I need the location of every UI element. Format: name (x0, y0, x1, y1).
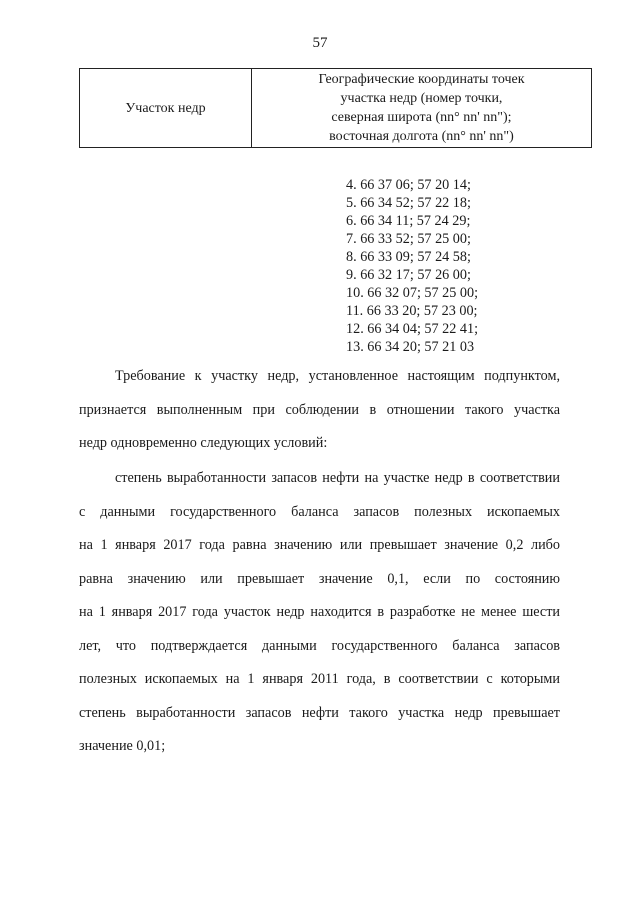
paragraph-requirement (79, 360, 560, 461)
header-line: северная широта (nn° nn' nn"); (331, 110, 512, 125)
coordinate-item: 9. 66 32 17; 57 26 00; (346, 267, 471, 283)
paragraph-line: Требование к участку недр, установленное настоящим подпунктом, (115, 368, 560, 384)
coordinate-item: 6. 66 34 11; 57 24 29; (346, 213, 471, 229)
header-line: Географические координаты точек (318, 72, 525, 87)
header-line: восточная долгота (nn° nn' nn") (329, 129, 514, 144)
paragraph-line: недр одновременно следующих условий: (79, 435, 328, 451)
header-table (79, 68, 592, 148)
paragraph-line: степень выработанности запасов нефти такого участка недр превышает (79, 704, 560, 721)
coordinate-item: 5. 66 34 52; 57 22 18; (346, 195, 471, 211)
header-cell-subsoil-plot: Участок недр (80, 69, 252, 148)
paragraph-line: равна значению или превышает значение 0,1, если по состоянию (79, 570, 560, 587)
header-line: участка недр (номер точки, (340, 91, 503, 106)
coordinate-item: 10. 66 32 07; 57 25 00; (346, 285, 479, 301)
paragraph-line: значение 0,01; (79, 738, 166, 754)
coordinate-item: 8. 66 33 09; 57 24 58; (346, 249, 471, 265)
coordinate-item: 7. 66 33 52; 57 25 00; (346, 231, 471, 247)
paragraph-line: степень выработанности запасов нефти на участке недр в соответствии (115, 470, 560, 486)
page-number: 57 (312, 35, 328, 51)
coordinate-item: 11. 66 33 20; 57 23 00; (346, 303, 478, 319)
header-row (80, 69, 592, 148)
coordinate-item: 13. 66 34 20; 57 21 03 (346, 339, 475, 355)
paragraph-condition (79, 462, 560, 764)
paragraph-line: полезных ископаемых на 1 января 2011 года, в соответствии с которыми (79, 671, 560, 687)
paragraph-line: с данными государственного баланса запасов полезных ископаемых (79, 503, 560, 520)
paragraph-line: на 1 января 2017 года участок недр находится в разработке не менее шести (79, 604, 560, 620)
header-cell-coordinates (251, 69, 591, 148)
coordinate-item: 4. 66 37 06; 57 20 14; (346, 177, 471, 193)
paragraph-line: лет, что подтверждается данными государственного баланса запасов (79, 637, 560, 654)
coordinate-item: 12. 66 34 04; 57 22 41; (346, 321, 479, 337)
paragraph-line: признается выполненным при соблюдении в отношении такого участка (79, 401, 560, 418)
paragraph-line: на 1 января 2017 года равна значению или превышает значение 0,2 либо (79, 537, 560, 553)
